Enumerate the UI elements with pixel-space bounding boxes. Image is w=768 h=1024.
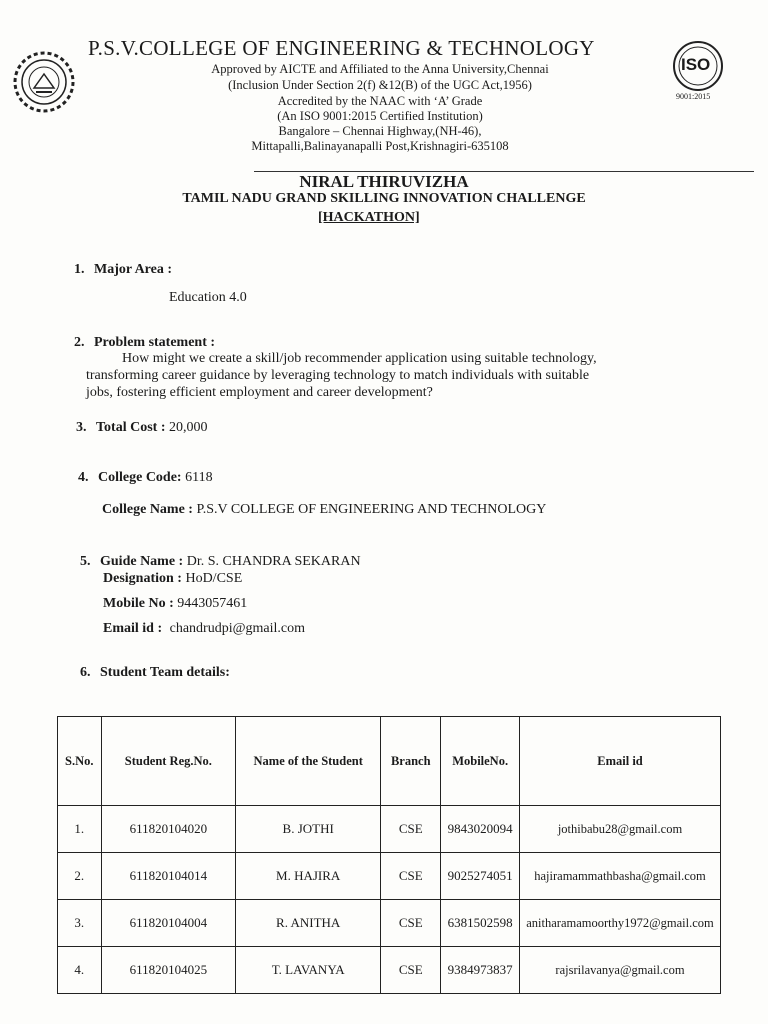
table-row [58,806,721,853]
address-line-2: Mittapalli,Balinayanapalli Post,Krishnagiri-635108 [251,139,509,153]
header-branch: Branch [381,717,441,806]
inclusion-line: (Inclusion Under Section 2(f) &12(B) of the UGC Act,1956) [228,78,532,92]
college-code-label: College Code: [98,470,182,485]
college-name-heading: P.S.V.COLLEGE OF ENGINEERING & TECHNOLOGY [88,36,595,60]
cell-mobile: 9384973837 [441,947,520,994]
cell-sno: 4. [58,947,102,994]
cell-mobile: 9025274051 [441,853,520,900]
cell-branch: CSE [381,900,441,947]
team-details-label: Student Team details: [100,665,230,680]
event-tag: [HACKATHON] [318,210,420,225]
accreditation-line: Accredited by the NAAC with ‘A’ Grade [277,94,483,108]
cell-sno: 3. [58,900,102,947]
cell-email: rajsrilavanya@gmail.com [555,962,685,977]
cell-sno: 1. [58,806,102,853]
table-row [58,900,721,947]
section-number: 1. [74,262,85,277]
cell-name: T. LAVANYA [236,947,381,994]
event-subtitle: TAMIL NADU GRAND SKILLING INNOVATION CHALLENGE [182,191,586,206]
cell-email: jothibabu28@gmail.com [557,821,683,836]
iso-certification-logo [666,38,730,104]
cell-mobile: 9843020094 [441,806,520,853]
designation-label: Designation : [103,571,182,586]
problem-line-3: jobs, fostering efficient employment and career development? [86,385,433,400]
header-email: Email id [520,717,721,806]
cell-name: B. JOTHI [236,806,381,853]
table-row [58,853,721,900]
college-name-value: P.S.V COLLEGE OF ENGINEERING AND TECHNOLOGY [196,502,547,517]
problem-line-2: transforming career guidance by leveraging technology to match individuals with suitable [86,368,590,383]
email-value: chandrudpi@gmail.com [169,621,305,636]
cell-mobile: 6381502598 [441,900,520,947]
cell-sno: 2. [58,853,102,900]
guide-name-value: Dr. S. CHANDRA SEKARAN [186,554,361,569]
college-logo [12,50,76,114]
cell-name: R. ANITHA [236,900,381,947]
mobile-label: Mobile No : [103,596,174,611]
cell-name: M. HAJIRA [236,853,381,900]
header-student-name: Name of the Student [236,717,381,806]
major-area-value: Education 4.0 [169,290,247,305]
cell-branch: CSE [381,806,441,853]
header-sno: S.No. [58,717,102,806]
header-reg-no: Student Reg.No. [101,717,236,806]
section-number: 3. [76,420,87,435]
table-header-row [58,717,721,806]
approval-line: Approved by AICTE and Affiliated to the Anna University,Chennai [211,62,549,76]
problem-statement-label: Problem statement : [94,335,216,350]
table-row [58,947,721,994]
college-name-label: College Name : [102,502,193,517]
mobile-value: 9443057461 [177,596,248,611]
total-cost-label: Total Cost : [96,420,166,435]
major-area-label: Major Area : [94,262,173,277]
total-cost-value: 20,000 [169,420,208,435]
cell-reg-no: 611820104020 [101,806,236,853]
event-title: NIRAL THIRUVIZHA [299,172,469,191]
cell-reg-no: 611820104025 [101,947,236,994]
section-number: 4. [78,470,89,485]
iso-logo-text: ISO [681,55,711,74]
student-team-table [57,716,721,994]
section-number: 6. [80,665,91,680]
cell-reg-no: 611820104004 [101,900,236,947]
guide-name-label: Guide Name : [100,554,184,569]
problem-line-1: How might we create a skill/job recommender application using suitable technology, [122,351,597,366]
cell-email: hajiramammathbasha@gmail.com [534,868,706,883]
header-mobile: MobileNo. [441,717,520,806]
iso-logo-caption: 9001:2015 [676,92,711,101]
cell-email: anitharamamoorthy1972@gmail.com [526,915,714,930]
address-line-1: Bangalore – Chennai Highway,(NH-46), [278,124,482,138]
cell-reg-no: 611820104014 [101,853,236,900]
cell-branch: CSE [381,947,441,994]
cell-branch: CSE [381,853,441,900]
section-number: 2. [74,335,85,350]
email-label: Email id : [103,621,163,636]
iso-line: (An ISO 9001:2015 Certified Institution) [277,109,483,123]
college-code-value: 6118 [185,470,213,485]
designation-value: HoD/CSE [185,571,243,586]
section-number: 5. [80,554,91,569]
